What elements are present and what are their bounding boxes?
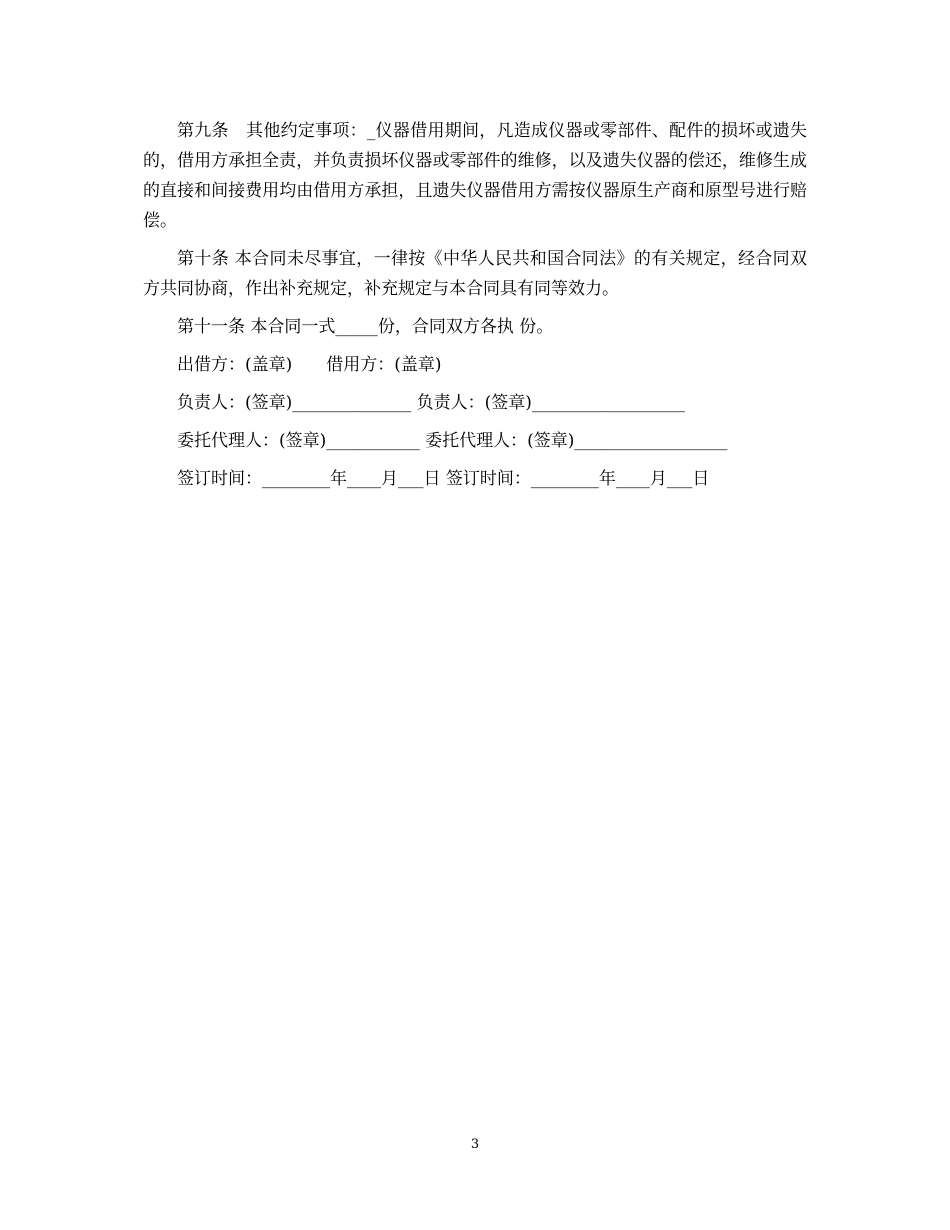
clause-9-paragraph: 第九条 其他约定事项：_仪器借用期间，凡造成仪器或零部件、配件的损坏或遗失的，借用方承担全责，并负责损坏仪器或零部件的维修，以及遗失仪器的偿还，维修生成的直接和间接费用均由借用方承担，且遗失仪器借用方需按仪器原生产商和原型号进行赔偿。	[143, 121, 807, 231]
page-number: 3	[470, 1137, 480, 1152]
clause-10-paragraph: 第十条 本合同未尽事宜，一律按《中华人民共和国合同法》的有关规定，经合同双方共同协商，作出补充规定，补充规定与本合同具有同等效力。	[143, 249, 807, 299]
clause-11-line: 第十一条 本合同一式_____份，合同双方各执 份。	[177, 317, 554, 337]
document-body	[143, 116, 807, 502]
party-seal-line: 出借方：(盖章) 借用方：(盖章)	[177, 355, 442, 375]
signing-date-line: 签订时间：________年____月___日 签订时间：________年____月___日	[177, 469, 710, 489]
responsible-person-line: 负责人：(签章)______________ 负责人：(签章)__________________	[177, 393, 685, 413]
authorized-agent-line: 委托代理人：(签章)___________ 委托代理人：(签章)__________________	[177, 431, 728, 451]
